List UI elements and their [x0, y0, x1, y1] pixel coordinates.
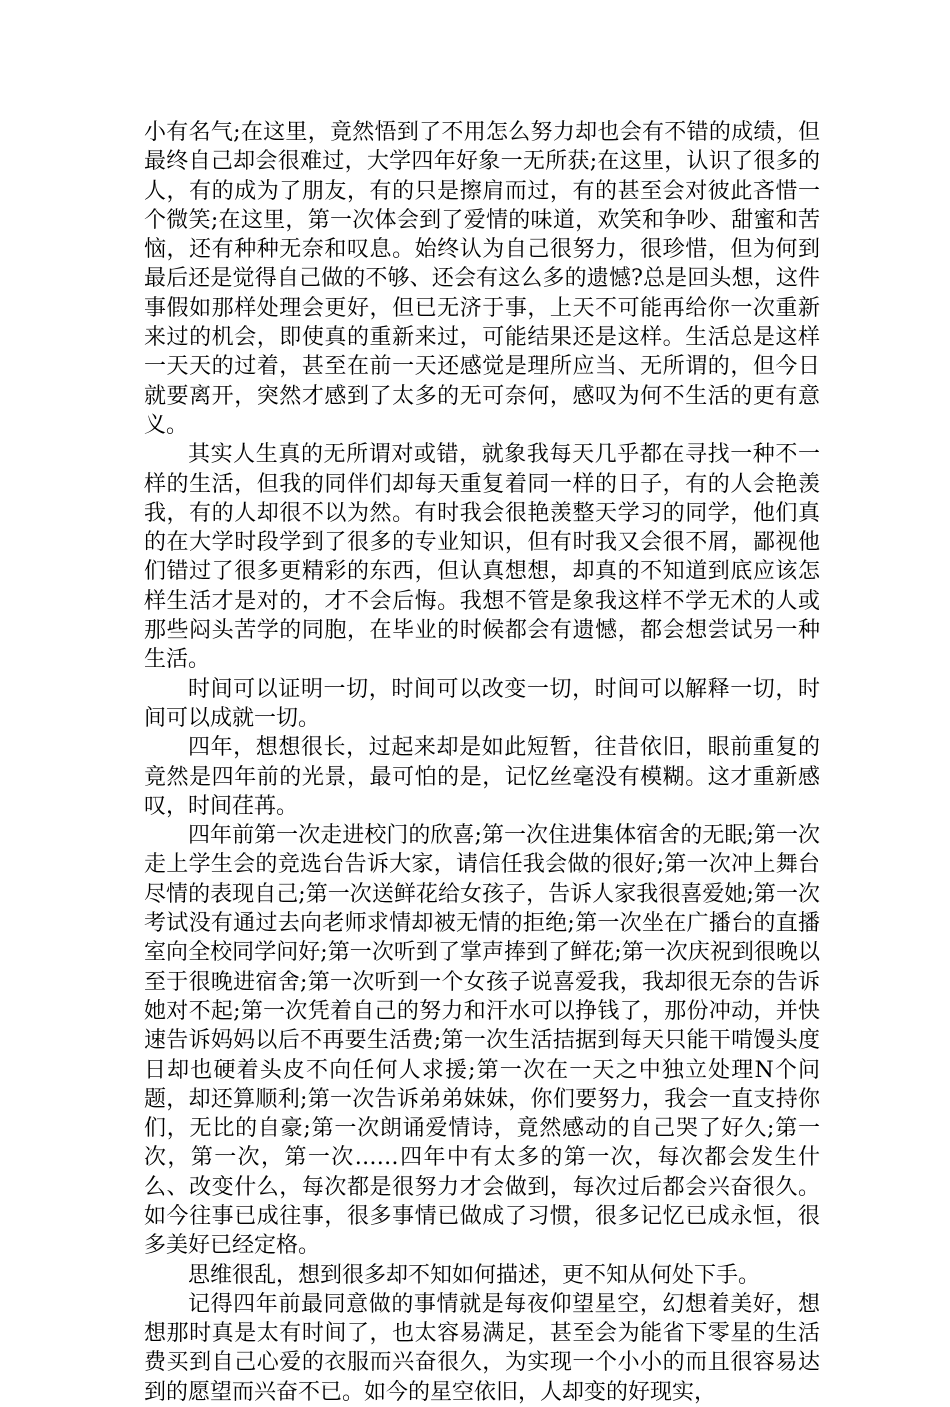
paragraph: 思维很乱，想到很多却不知如何描述，更不知从何处下手。 — [188, 1262, 761, 1288]
document-body — [144, 118, 820, 1407]
paragraph: 时间可以证明一切，时间可以改变一切，时间可以解释一切，时间可以成就一切。 — [144, 676, 820, 731]
paragraph: 四年，想想很长，过起来却是如此短暂，往昔依旧，眼前重复的竟然是四年前的光景，最可怕的是，记忆丝毫没有模糊。这才重新感叹，时间荏苒。 — [144, 735, 820, 819]
paragraph: 记得四年前最同意做的事情就是每夜仰望星空，幻想着美好，想想那时真是太有时间了，也太容易满足，甚至会为能省下零星的生活费买到自己心爱的衣服而兴奋很久，为实现一个小小的而且很容易达到的愿望而兴奋不已。如今的星空依旧，人却变的好现实， — [144, 1291, 820, 1405]
paragraph: 小有名气;在这里，竟然悟到了不用怎么努力却也会有不错的成绩，但最终自己却会很难过，大学四年好象一无所获;在这里，认识了很多的人，有的成为了朋友，有的只是擦肩而过，有的甚至会对彼此吝惜一个微笑;在这里，第一次体会到了爱情的味道，欢笑和争吵、甜蜜和苦恼，还有种种无奈和叹息。始终认为自己很努力，很珍惜，但为何到最后还是觉得自己做的不够、还会有这么多的遗憾?总是回头想，这件事假如那样处理会更好，但已无济于事，上天不可能再给你一次重新来过的机会，即使真的重新来过，可能结果还是这样。生活总是这样一天天的过着，甚至在前一天还感觉是理所应当、无所谓的，但今日就要离开，突然才感到了太多的无可奈何，感叹为何不生活的更有意义。 — [144, 120, 820, 438]
paragraph: 四年前第一次走进校门的欣喜;第一次住进集体宿舍的无眠;第一次走上学生会的竞选台告诉大家，请信任我会做的很好;第一次冲上舞台尽情的表现自己;第一次送鲜花给女孩子，告诉人家我很喜爱她;第一次考试没有通过去向老师求情却被无情的拒绝;第一次坐在广播台的直播室向全校同学问好;第一次听到了掌声捧到了鲜花;第一次庆祝到很晚以至于很晚进宿舍;第一次听到一个女孩子说喜爱我，我却很无奈的告诉她对不起;第一次凭着自己的努力和汗水可以挣钱了，那份冲动，并快速告诉妈妈以后不再要生活费;第一次生活拮据到每天只能干啃馒头度日却也硬着头皮不向任何人求援;第一次在一天之中独立处理N个问题，却还算顺利;第一次告诉弟弟妹妹，你们要努力，我会一直支持你们，无比的自豪;第一次朗诵爱情诗，竟然感动的自己哭了好久;第一次，第一次，第一次……四年中有太多的第一次，每次都会发生什么、改变什么，每次都是很努力才会做到，每次过后都会兴奋很久。如今往事已成往事，很多事情已做成了习惯，很多记忆已成永恒，很多美好已经定格。 — [144, 823, 820, 1259]
paragraph: 其实人生真的无所谓对或错，就象我每天几乎都在寻找一种不一样的生活，但我的同伴们却每天重复着同一样的日子，有的人会艳羡我，有的人却很不以为然。有时我会很艳羡整天学习的同学，他们真的在大学时段学到了很多的专业知识，但有时我又会很不屑，鄙视他们错过了很多更精彩的东西，但认真想想，却真的不知道到底应该怎样生活才是对的，才不会后悔。我想不管是象我这样不学无术的人或那些闷头苦学的同胞，在毕业的时候都会有遗憾，都会想尝试另一种生活。 — [144, 442, 820, 673]
